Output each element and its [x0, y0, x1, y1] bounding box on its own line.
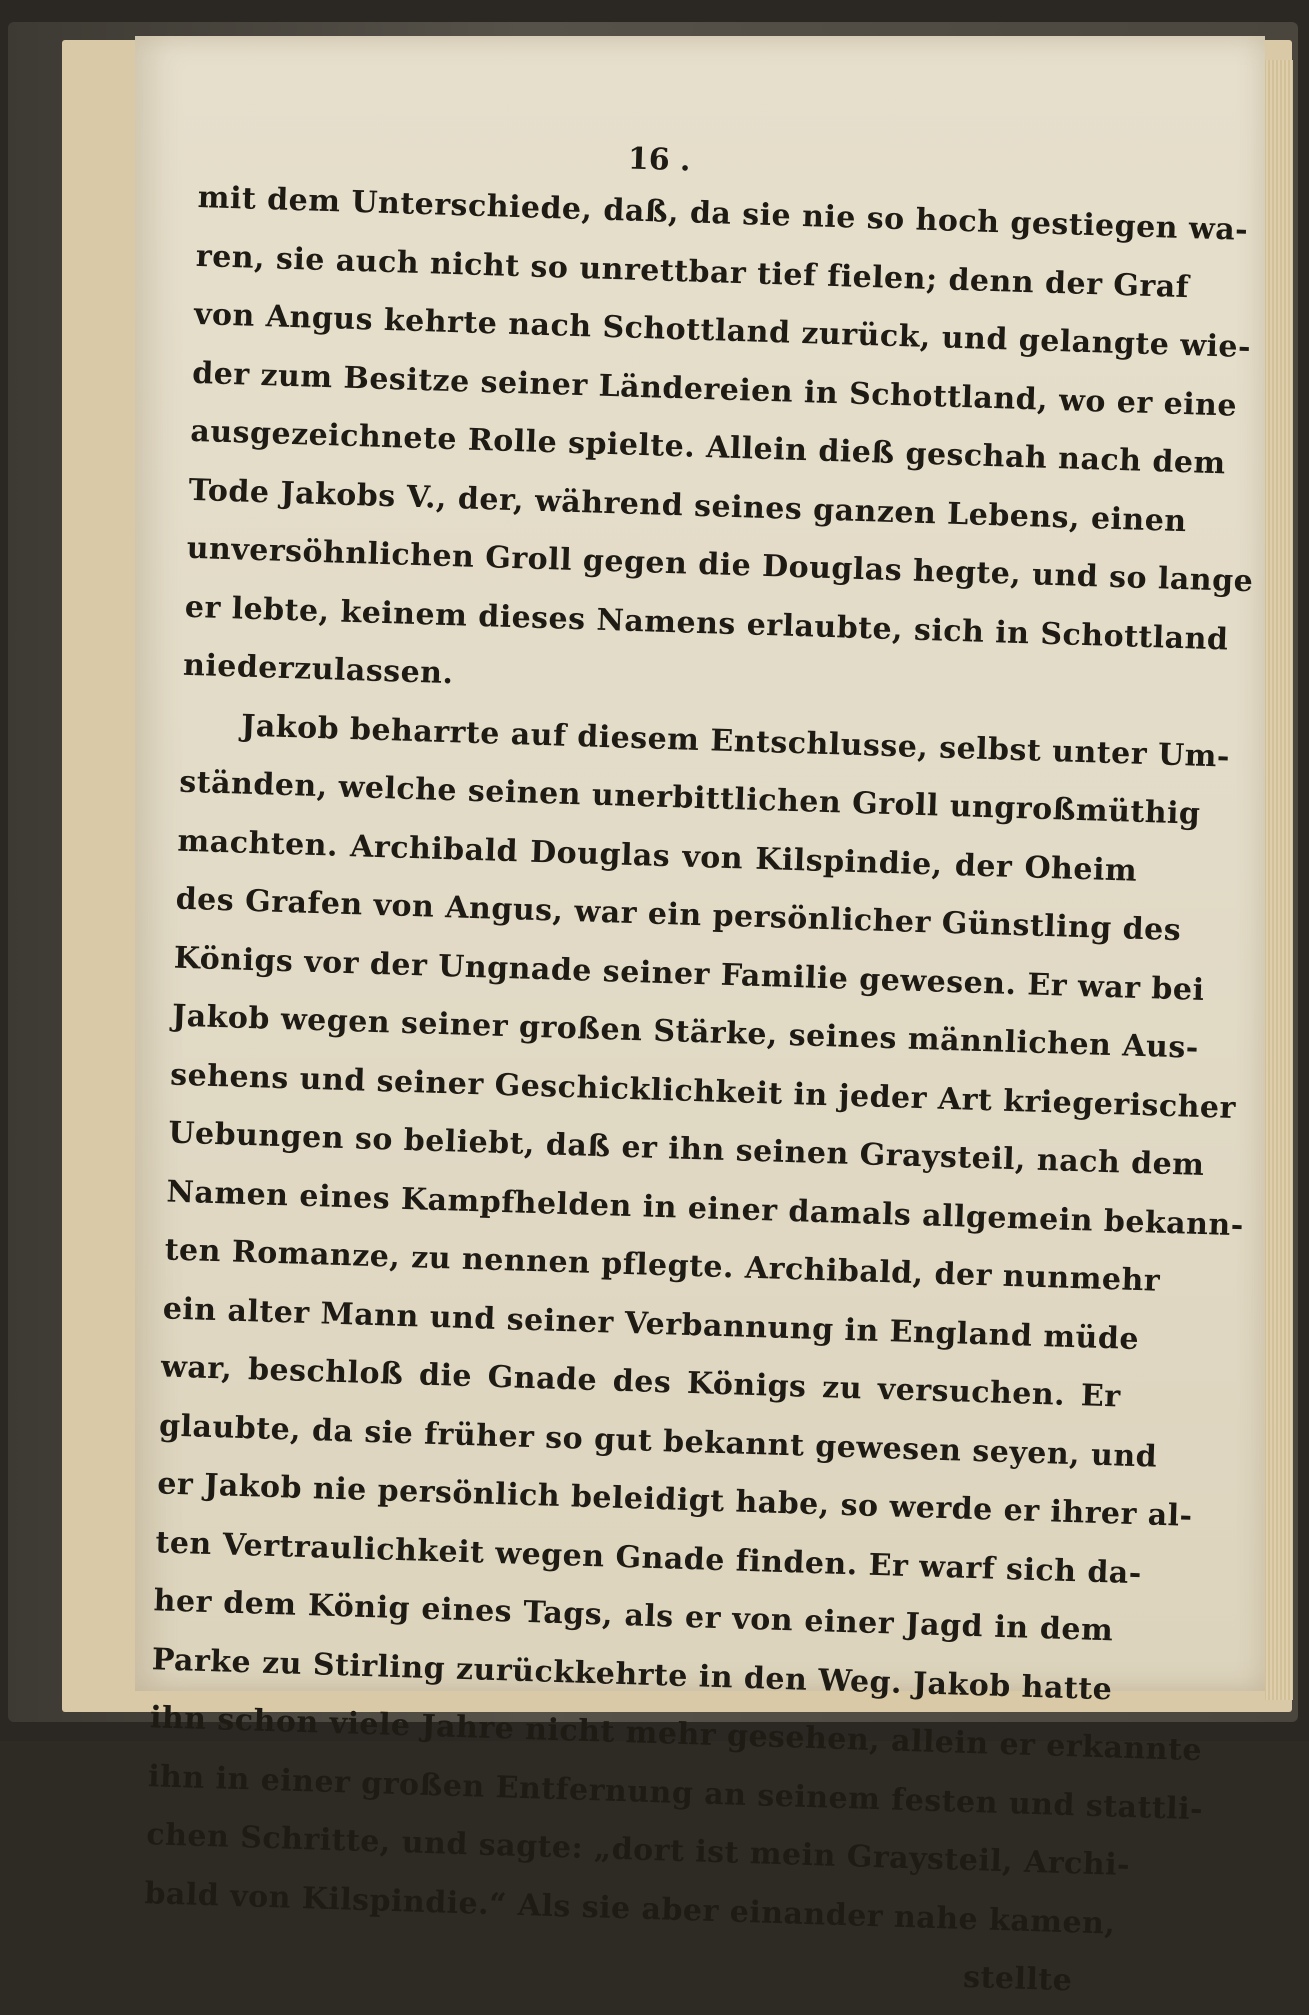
page-text — [142, 128, 1254, 2012]
text-line: her dem König eines Tags, als er von einer Jagd in dem — [153, 1583, 1114, 1649]
text-line: des Grafen von Angus, war ein persönlicher Günstling des — [175, 881, 1182, 949]
text-line: niederzulassen. — [182, 647, 455, 692]
text-line: Königs vor der Ungnade seiner Familie gewesen. Er war bei — [173, 940, 1205, 1008]
text-line: Jakob wegen seiner großen Stärke, seines männlichen Aus- — [171, 998, 1200, 1066]
text-line: mit dem Unterschiede, daß, da sie nie so hoch gestiegen wa- — [197, 179, 1249, 248]
text-line: der zum Besitze seiner Ländereien in Schottland, wo er eine — [191, 355, 1238, 424]
page-stack-right — [1265, 60, 1293, 1700]
text-line: ten Romanze, zu nennen pflegte. Archibald, der nunmehr — [164, 1232, 1161, 1299]
catchword: stellte — [962, 1959, 1073, 1999]
text-line: ten Vertraulichkeit wegen Gnade finden. Er warf sich da- — [155, 1524, 1143, 1591]
text-line: ausgezeichnete Rolle spielte. Allein dieß geschah nach dem — [189, 413, 1227, 482]
text-line: Jakob beharrte auf diesem Entschlusse, selbst unter Um- — [240, 708, 1231, 775]
text-line: war, beschloß die Gnade des Königs zu versuchen. Er — [160, 1349, 1122, 1415]
text-line: ren, sie auch nicht so unrettbar tief fielen; denn der Graf — [195, 238, 1190, 305]
text-line: er Jakob nie persönlich beleidigt habe, so werde er ihrer al- — [156, 1466, 1194, 1534]
text-line: sehens und seiner Geschicklichkeit in jeder Art kriegerischer — [169, 1057, 1237, 1126]
text-line: ein alter Mann und seiner Verbannung in England müde — [162, 1290, 1140, 1357]
text-line: chen Schritte, und sagte: „dort ist mein Graysteil, Archi- — [145, 1817, 1131, 1884]
text-line: glaubte, da sie früher so gut bekannt gewesen seyen, und — [158, 1407, 1158, 1475]
text-line: ständen, welche seinen unerbittlichen Groll ungroßmüthig — [178, 764, 1202, 832]
text-line: von Angus kehrte nach Schottland zurück, und gelangte wie- — [193, 296, 1252, 366]
text-line: ihn in einer großen Entfernung an seinem festen und stattli- — [147, 1758, 1204, 1827]
text-line: Uebungen so beliebt, daß er ihn seinen Graysteil, nach dem — [167, 1115, 1206, 1184]
page-number: 16 . — [627, 141, 692, 179]
text-line: ihn schon viele Jahre nicht mehr gesehen, allein er erkannte — [149, 1700, 1203, 1769]
text-line: Namen eines Kampfhelden in einer damals allgemein bekann- — [166, 1173, 1245, 1243]
text-line: bald von Kilspindie.“ Als sie aber einander nahe kamen, — [143, 1875, 1116, 1942]
text-line: unversöhnlichen Groll gegen die Douglas hegte, und so lange — [186, 530, 1254, 600]
text-line: Tode Jakobs V., der, während seines ganzen Lebens, einen — [188, 472, 1188, 539]
text-line: machten. Archibald Douglas von Kilspindie, der Oheim — [177, 823, 1138, 889]
text-line: er lebte, keinem dieses Namens erlaubte, sich in Schottland — [184, 589, 1229, 658]
text-line: Parke zu Stirling zurückkehrte in den Weg. Jakob hatte — [151, 1641, 1113, 1707]
